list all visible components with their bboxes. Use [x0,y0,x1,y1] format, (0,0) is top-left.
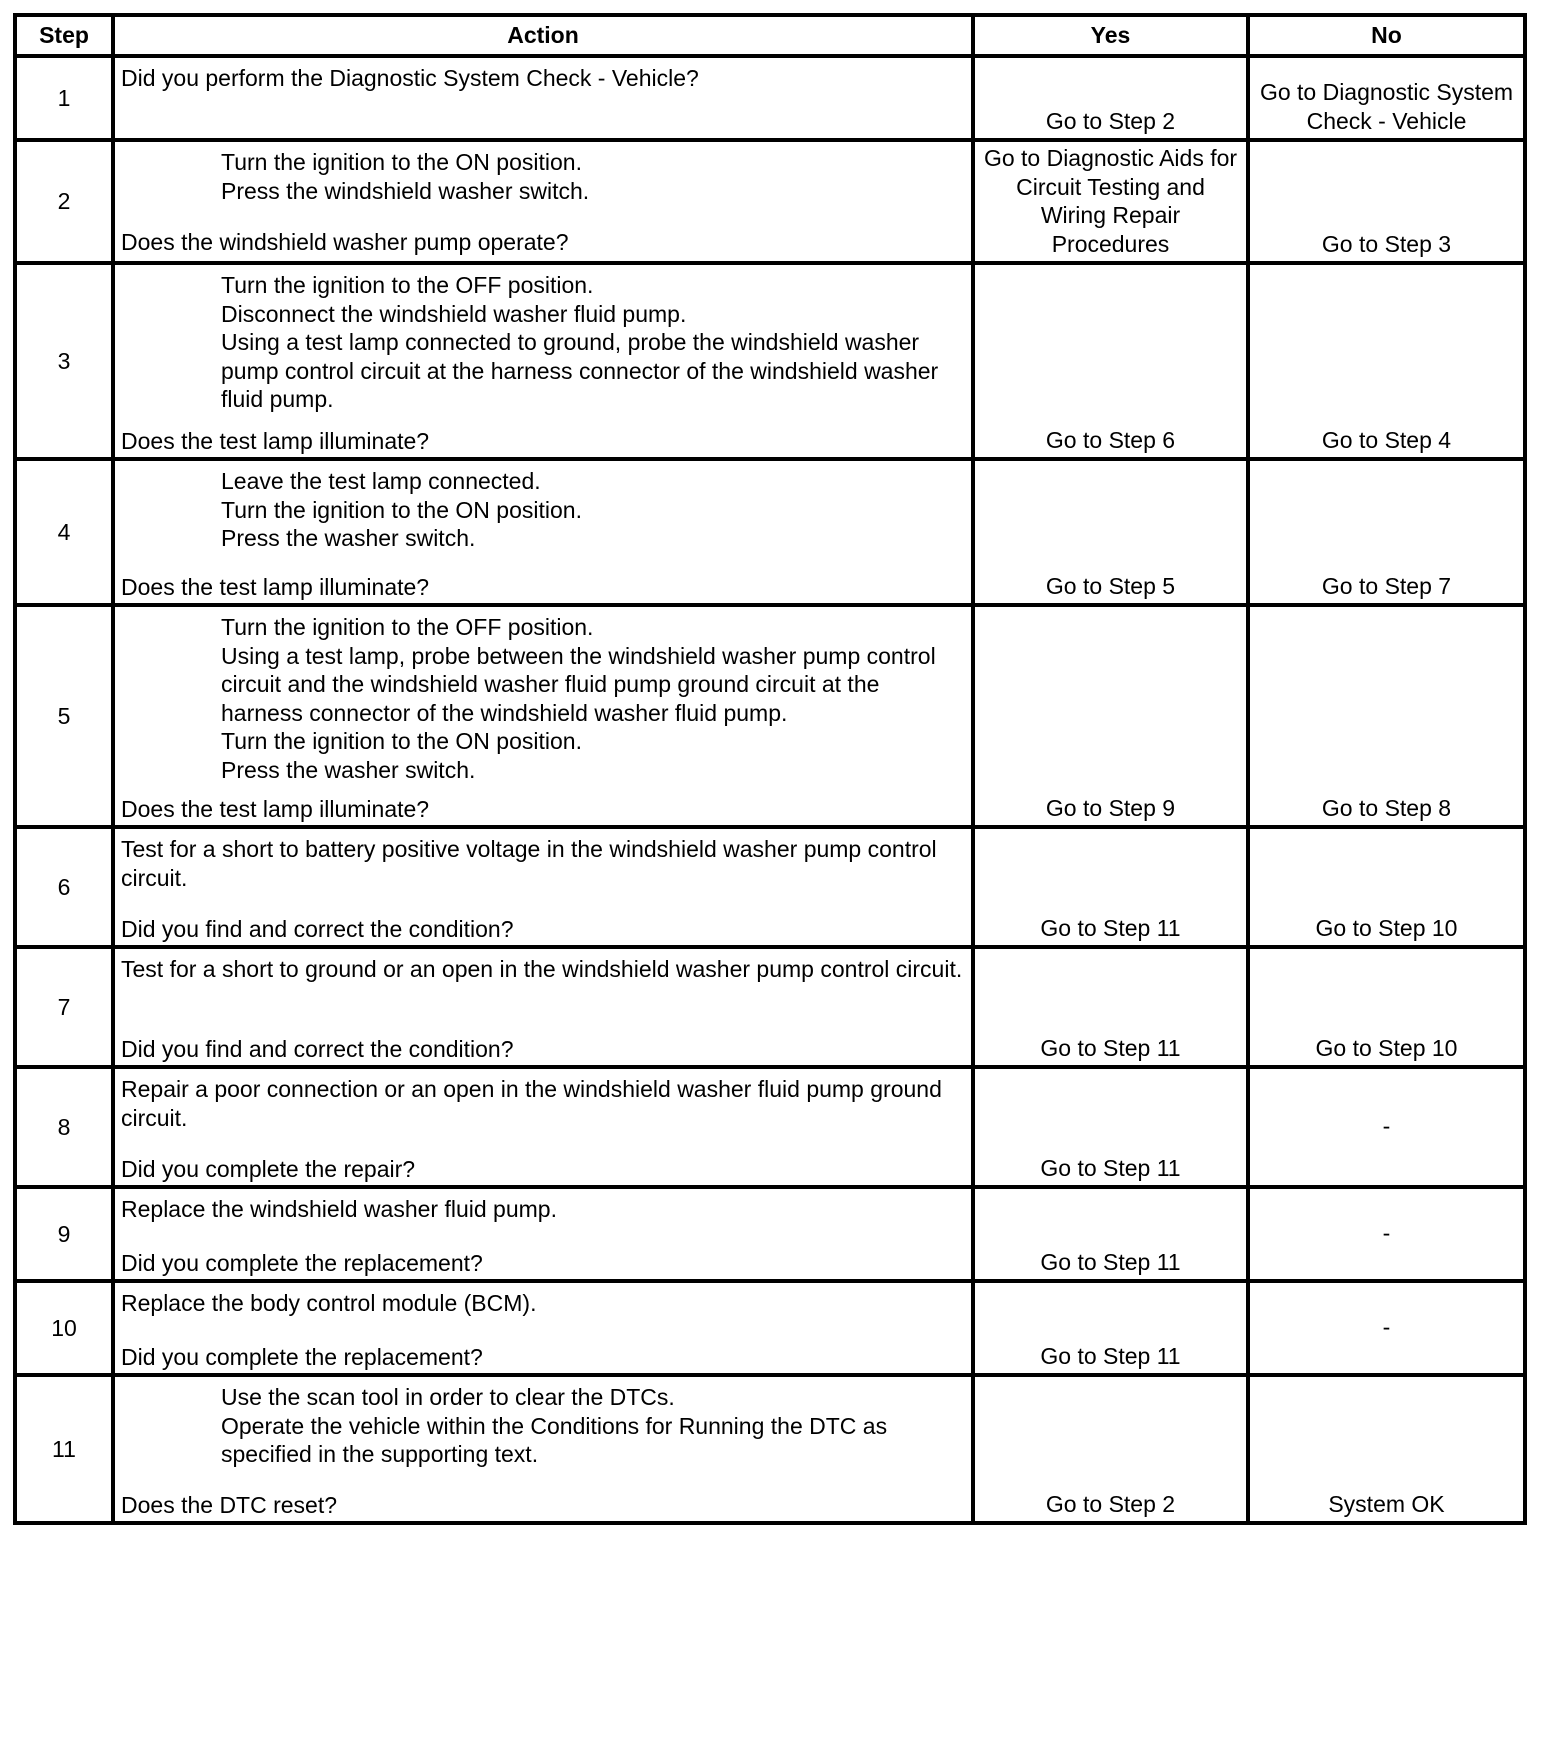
action-text: Replace the windshield washer fluid pump. [121,1196,557,1222]
action-substep: Press the washer switch. [221,525,476,551]
action-substep: Press the windshield washer switch. [221,177,590,204]
step-number: 3 [15,263,113,459]
step-number: 6 [15,827,113,947]
action-cell [113,140,973,263]
step-number: 11 [15,1375,113,1523]
action-substep: Operate the vehicle within the Conditions for Running the DTC as specified in the supporting text. [221,1412,888,1467]
table-row [15,1067,1525,1187]
table-row [15,605,1525,827]
step-number: 10 [15,1281,113,1375]
table-row [15,140,1525,263]
action-question: Does the test lamp illuminate? [121,573,430,600]
action-text: Replace the body control module (BCM). [121,1290,537,1316]
action-cell [113,1375,973,1523]
action-question: Did you complete the replacement? [121,1249,483,1276]
yes-result: Go to Step 5 [973,459,1248,605]
yes-result: Go to Step 11 [973,827,1248,947]
table-row [15,263,1525,459]
no-result: Go to Step 8 [1248,605,1525,827]
no-result: Go to Diagnostic System Check - Vehicle [1248,56,1525,140]
action-question: Did you find and correct the condition? [121,1035,514,1062]
action-cell [113,1187,973,1281]
action-substep: Disconnect the windshield washer fluid pump. [221,300,687,327]
action-text: Test for a short to ground or an open in the windshield washer pump control circuit. [121,956,963,982]
step-number: 5 [15,605,113,827]
action-cell [113,1067,973,1187]
yes-result: Go to Step 11 [973,1187,1248,1281]
step-number: 8 [15,1067,113,1187]
action-cell [113,459,973,605]
action-cell [113,263,973,459]
diagnostic-table-wrapper [13,13,1527,1525]
header-row [15,15,1525,56]
action-substep: Using a test lamp connected to ground, probe the windshield washer pump control circuit at the harness connector of the windshield washer fluid pump. [221,329,939,412]
action-cell [113,947,973,1067]
action-question: Does the test lamp illuminate? [121,795,430,822]
table-row [15,459,1525,605]
action-cell [113,605,973,827]
action-substep: Turn the ignition to the ON position. [221,149,582,175]
action-cell [113,56,973,140]
action-text: Repair a poor connection or an open in the windshield washer fluid pump ground circuit. [121,1076,942,1131]
diagnostic-table [13,13,1527,1525]
action-text: Did you perform the Diagnostic System Check - Vehicle? [121,65,699,91]
yes-result: Go to Step 9 [973,605,1248,827]
action-substep: Turn the ignition to the OFF position. [221,272,594,298]
no-result: - [1248,1187,1525,1281]
step-number: 2 [15,140,113,263]
yes-result: Go to Step 11 [973,947,1248,1067]
action-substep: Leave the test lamp connected. [221,468,541,494]
action-question: Does the test lamp illuminate? [121,427,430,454]
header-no: No [1248,15,1525,56]
table-row [15,947,1525,1067]
header-step: Step [15,15,113,56]
step-number: 4 [15,459,113,605]
yes-result: Go to Step 11 [973,1067,1248,1187]
step-number: 1 [15,56,113,140]
table-row [15,827,1525,947]
action-text: Test for a short to battery positive voltage in the windshield washer pump control circuit. [121,836,937,891]
no-result: Go to Step 7 [1248,459,1525,605]
no-result: Go to Step 4 [1248,263,1525,459]
table-row [15,1281,1525,1375]
action-substep: Press the washer switch. [221,756,476,783]
table-row [15,1187,1525,1281]
step-number: 9 [15,1187,113,1281]
no-result: Go to Step 10 [1248,947,1525,1067]
no-result: Go to Step 10 [1248,827,1525,947]
action-substep: Turn the ignition to the ON position. [221,496,582,523]
table-row [15,1375,1525,1523]
header-action: Action [113,15,973,56]
header-yes: Yes [973,15,1248,56]
no-result: System OK [1248,1375,1525,1523]
action-substep: Turn the ignition to the ON position. [221,728,582,754]
yes-result: Go to Step 2 [973,56,1248,140]
no-result: - [1248,1067,1525,1187]
action-cell [113,1281,973,1375]
action-question: Did you find and correct the condition? [121,915,514,942]
yes-result: Go to Step 2 [973,1375,1248,1523]
action-substep: Using a test lamp, probe between the windshield washer pump control circuit and the windshield washer fluid pump ground circuit at the harness connector of the windshield washer fluid pump. [221,642,936,726]
no-result: - [1248,1281,1525,1375]
action-substep: Use the scan tool in order to clear the DTCs. [221,1384,675,1410]
no-result: Go to Step 3 [1248,140,1525,263]
action-question: Does the windshield washer pump operate? [121,228,569,255]
action-question: Did you complete the repair? [121,1155,416,1182]
action-question: Did you complete the replacement? [121,1343,483,1370]
action-question: Does the DTC reset? [121,1491,338,1518]
yes-result: Go to Step 11 [973,1281,1248,1375]
action-cell [113,827,973,947]
action-substep: Turn the ignition to the OFF position. [221,614,594,640]
table-row [15,56,1525,140]
yes-result: Go to Diagnostic Aids for Circuit Testing and Wiring Repair Procedures [973,140,1248,263]
yes-result: Go to Step 6 [973,263,1248,459]
step-number: 7 [15,947,113,1067]
